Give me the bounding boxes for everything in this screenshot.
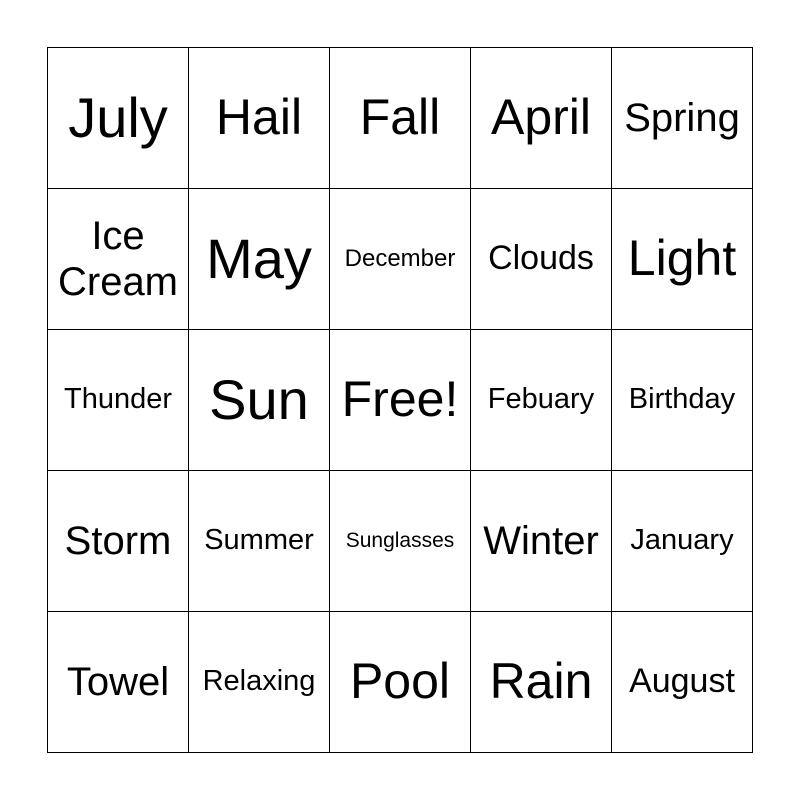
bingo-cell-r4c2[interactable] xyxy=(189,471,330,612)
bingo-cell-r1c3[interactable] xyxy=(330,48,471,189)
cell-label: Storm xyxy=(64,519,172,563)
cell-label: April xyxy=(490,89,592,146)
bingo-cell-r3c2[interactable] xyxy=(189,330,330,471)
bingo-cell-r4c1[interactable] xyxy=(48,471,189,612)
bingo-cell-r2c1[interactable] xyxy=(48,189,189,330)
cell-label: Relaxing xyxy=(202,665,316,698)
bingo-cell-r1c4[interactable] xyxy=(471,48,612,189)
cell-label: Summer xyxy=(204,524,314,557)
cell-label: Fall xyxy=(359,89,441,146)
cell-label: May xyxy=(206,226,312,290)
bingo-cell-r5c5[interactable] xyxy=(612,612,753,753)
cell-label: Febuary xyxy=(487,383,595,416)
cell-label: July xyxy=(68,85,168,149)
cell-label: Sun xyxy=(209,367,309,431)
cell-label: Thunder xyxy=(63,383,172,416)
bingo-cell-r4c4[interactable] xyxy=(471,471,612,612)
bingo-grid xyxy=(47,47,753,753)
bingo-cell-r3c4[interactable] xyxy=(471,330,612,471)
cell-label: Light xyxy=(627,230,737,287)
cell-label: August xyxy=(629,662,735,701)
cell-label: Spring xyxy=(624,96,740,140)
bingo-cell-r5c1[interactable] xyxy=(48,612,189,753)
cell-label: Hail xyxy=(215,89,303,146)
cell-label: Winter xyxy=(483,519,599,563)
bingo-cell-r2c5[interactable] xyxy=(612,189,753,330)
bingo-cell-r4c3[interactable] xyxy=(330,471,471,612)
cell-label: Birthday xyxy=(628,383,736,416)
cell-label: Rain xyxy=(489,653,593,710)
bingo-cell-r3c5[interactable] xyxy=(612,330,753,471)
bingo-cell-r4c5[interactable] xyxy=(612,471,753,612)
cell-label: January xyxy=(630,524,734,557)
cell-label: December xyxy=(344,245,456,273)
bingo-cell-r3c1[interactable] xyxy=(48,330,189,471)
free-space-label: Free! xyxy=(341,371,459,428)
cell-label: Towel xyxy=(66,660,170,704)
bingo-cell-r1c2[interactable] xyxy=(189,48,330,189)
bingo-cell-r2c4[interactable] xyxy=(471,189,612,330)
cell-label: Sunglasses xyxy=(345,528,455,552)
cell-label: Clouds xyxy=(488,239,594,278)
bingo-cell-r5c4[interactable] xyxy=(471,612,612,753)
bingo-cell-free-space[interactable] xyxy=(330,330,471,471)
bingo-cell-r5c2[interactable] xyxy=(189,612,330,753)
bingo-cell-r2c3[interactable] xyxy=(330,189,471,330)
bingo-cell-r1c1[interactable] xyxy=(48,48,189,189)
bingo-cell-r2c2[interactable] xyxy=(189,189,330,330)
cell-label: Ice Cream xyxy=(57,214,179,304)
bingo-cell-r1c5[interactable] xyxy=(612,48,753,189)
bingo-cell-r5c3[interactable] xyxy=(330,612,471,753)
cell-label: Pool xyxy=(349,653,451,710)
